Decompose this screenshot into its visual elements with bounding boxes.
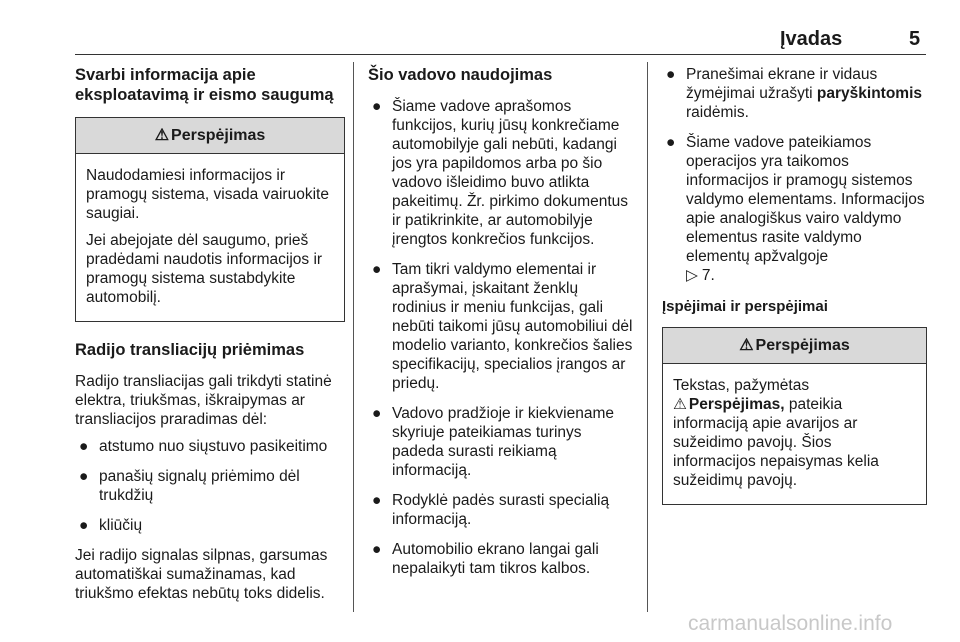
warning-heading-text: Perspėjimas <box>755 337 850 354</box>
warning-triangle-icon: ⚠ <box>739 337 754 354</box>
section-title: Svarbi informacija apie eksploatavimą ir eismo saugumą <box>75 66 334 104</box>
warning-box <box>75 117 345 322</box>
warning-text: Tekstas, pažymėtas <box>673 377 810 394</box>
section-title: Įspėjimai ir perspėjimai <box>662 298 828 315</box>
section-title: Radijo transliacijų priėmimas <box>75 341 305 359</box>
list-item-text: Pranešimai ekrane ir vidaus žymėjimai užrašyti <box>686 66 878 102</box>
list-item-text: raidėmis. <box>686 104 749 121</box>
list-item: ● Tam tikri valdymo elementai ir aprašymai, įskaitant ženklų rodinius ir meniu funkcijas, gali nebūti taikomi jūsų automobiliui dėl modelio varianto, konkrečios šalies specifikacijų, specialios įrangos ar priedų. <box>372 261 633 392</box>
warning-text: pateikia informaciją apie avarijos ar sužeidimo pavojų. Šios informacijos nepaisymas kelia sužeidimų pavojų. <box>673 396 879 489</box>
warning-paragraph: Naudodamiesi informacijos ir pramogų sistema, visada vairuokite saugiai. <box>86 167 329 222</box>
warning-triangle-icon: ⚠ <box>154 127 170 144</box>
list-item-text: atstumo nuo siųstuvo pasikeitimo <box>99 438 328 455</box>
list-item: ● atstumo nuo siųstuvo pasikeitimo <box>79 438 328 455</box>
list-item-text: Rodyklė padės surasti specialią informaciją. <box>392 492 610 528</box>
bold-text: Perspėjimas, <box>688 396 785 413</box>
list-item-text: Šiame vadove pateikiamos operacijos yra taikomos informacijos ir pramogų sistemos valdymo elementams. Informacijos apie analogiškus vairo valdymo elementus rasite valdymo elementų apžvalgoje <box>686 134 925 265</box>
column-2 <box>368 65 636 589</box>
list-item: ● Pranešimai ekrane ir vidaus žymėjimai užrašyti paryškintomis raidėmis. <box>666 66 923 121</box>
warning-box <box>662 327 927 505</box>
list-item-text: Šiame vadove aprašomos funkcijos, kurių jūsų konkrečiame automobilyje gali nebūti, kadangi jos yra papildomos arba po šio vadovo išleidimo buvo atlikta pakeitimų. Žr. pirkimo dokumentus ir patikrinkite, ar automobilyje įrengtos konkrečios funkcijos. <box>392 98 629 248</box>
page-reference-icon: ▷ <box>686 267 698 284</box>
column-divider <box>353 62 354 612</box>
watermark: carmanualsonline.info <box>688 612 893 635</box>
warning-paragraph <box>673 376 916 490</box>
list-item: ● Automobilio ekrano langai gali nepalaikyti tam tikros kalbos. <box>372 541 599 577</box>
bullet-list <box>75 437 345 535</box>
list-item-text: panašių signalų priėmimo dėl trukdžių <box>99 468 300 504</box>
warning-triangle-icon: ⚠ <box>673 396 687 413</box>
bullet-list <box>368 97 636 578</box>
page-reference[interactable]: 7. <box>701 267 715 284</box>
column-divider <box>647 62 648 612</box>
paragraph: Jei radijo signalas silpnas, garsumas automatiškai sumažinamas, kad triukšmo efektas nebūtų toks didelis. <box>75 547 328 602</box>
warning-heading <box>76 118 344 154</box>
paragraph: Radijo transliacijas gali trikdyti statinė elektra, triukšmas, iškraipymas ar transliacijos praradimas dėl: <box>75 373 332 428</box>
list-item-text: Vadovo pradžioje ir kiekviename skyriuje pateikiamas turinys padeda surasti reikiamą informaciją. <box>392 405 614 479</box>
warning-heading-text: Perspėjimas <box>171 127 266 144</box>
page-header-title: Įvadas <box>780 28 843 50</box>
column-1 <box>75 65 345 611</box>
list-item-text: Tam tikri valdymo elementai ir aprašymai, įskaitant ženklų rodinius ir meniu funkcijas, gali nebūti taikomi jūsų automobiliui dėl modelio varianto, konkrečios šalies specifikacijų, specialios įrangos ar priedų. <box>392 261 633 392</box>
list-item: ● panašių signalų priėmimo dėl trukdžių <box>79 468 300 504</box>
page-number: 5 <box>909 28 921 50</box>
warning-body <box>76 154 344 321</box>
list-item: ● Vadovo pradžioje ir kiekviename skyriuje pateikiamas turinys padeda surasti reikiamą informaciją. <box>372 405 614 479</box>
list-item-text: Automobilio ekrano langai gali nepalaikyti tam tikros kalbos. <box>392 541 599 577</box>
column-3 <box>662 65 927 519</box>
warning-paragraph: Jei abejojate dėl saugumo, prieš pradėdami naudotis informacijos ir pramogų sistema sustabdykite automobilį. <box>86 232 323 306</box>
header-rule <box>75 54 926 55</box>
warning-body <box>663 364 926 504</box>
list-item-text: kliūčių <box>99 517 143 534</box>
list-item: ● Šiame vadove aprašomos funkcijos, kurių jūsų konkrečiame automobilyje gali nebūti, kadangi jos yra papildomos arba po šio vadovo išleidimo buvo atlikta pakeitimų. Žr. pirkimo dokumentus ir patikrinkite, ar automobilyje įrengtos konkrečios funkcijos. <box>372 98 629 248</box>
warning-heading <box>663 328 926 364</box>
bold-text: paryškintomis <box>816 85 923 102</box>
list-item: ● Šiame vadove pateikiamos operacijos yra taikomos informacijos ir pramogų sistemos valdymo elementams. Informacijos apie analogiškus vairo valdymo elementus rasite valdymo elementų apžvalgoje ▷ 7. <box>666 134 925 284</box>
bullet-list <box>662 65 927 285</box>
list-item: ● kliūčių <box>79 517 143 534</box>
list-item: ● Rodyklė padės surasti specialią informaciją. <box>372 492 610 528</box>
section-title: Šio vadovo naudojimas <box>368 66 553 84</box>
